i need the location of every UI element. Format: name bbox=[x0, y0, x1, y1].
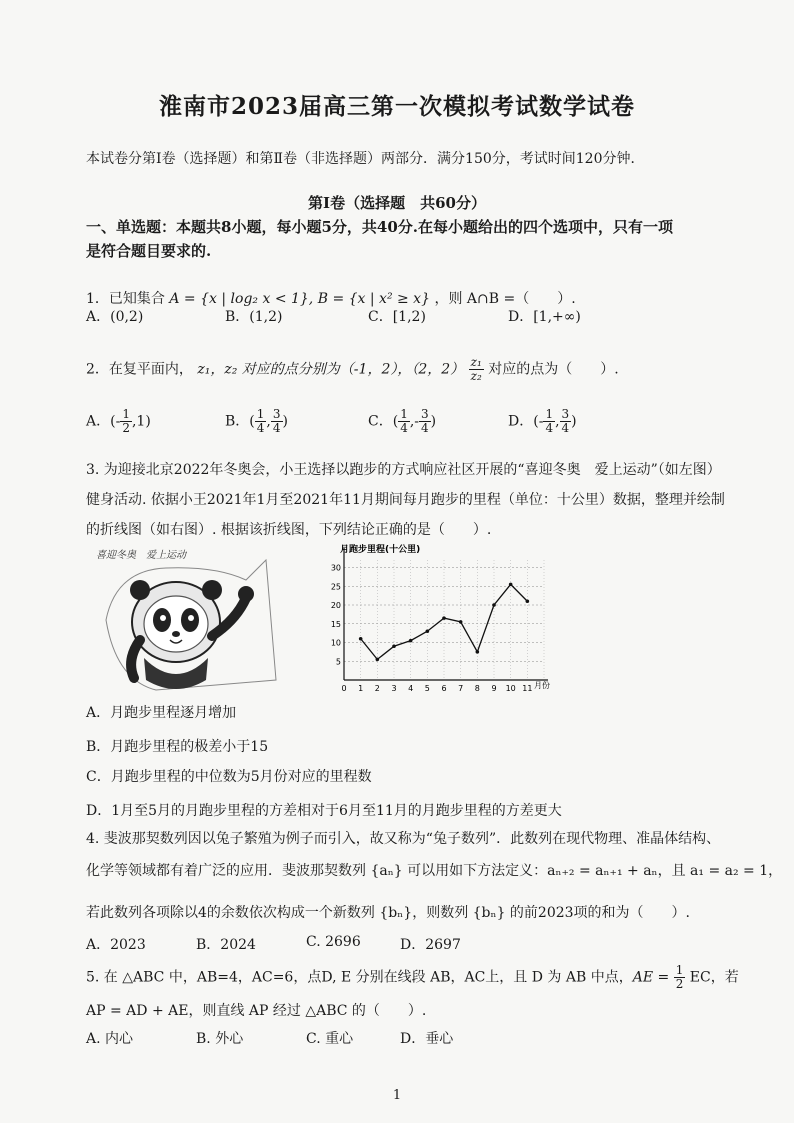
chart-series bbox=[359, 583, 529, 662]
q1-option-c: C．[1,2) bbox=[368, 309, 426, 325]
page-title: 淮南市2023届高三第一次模拟考试数学试卷 bbox=[158, 93, 635, 120]
q2-option-a-den: 2 bbox=[122, 421, 130, 435]
q1-option-a: A．(0,2) bbox=[86, 309, 144, 325]
chart-xtick-label: 8 bbox=[474, 684, 480, 693]
q2-option-d: D．(- $\frac{1}{4}$ , $\frac{3}{4}$ ) bbox=[508, 407, 577, 435]
q3-option-a: A．月跑步里程逐月增加 bbox=[86, 705, 237, 721]
chart-data-point bbox=[409, 639, 413, 643]
q4-line2: 化学等领域都有着广泛的应用．斐波那契数列 {aₙ} 可以用如下方法定义：aₙ₊₂ = aₙ₊₁ + aₙ，且 a₁ = a₂ = 1， bbox=[86, 863, 783, 879]
intro-text: 本试卷分第Ⅰ卷（选择题）和第Ⅱ卷（非选择题）两部分．满分150分，考试时间120分钟． bbox=[86, 151, 645, 167]
chart-xtick-label: 4 bbox=[408, 684, 414, 693]
q2-option-b-num1: 1 bbox=[256, 407, 265, 421]
mascot-icon bbox=[96, 540, 296, 700]
q2-option-d-num1: 1 bbox=[545, 407, 554, 421]
q2-option-a-num: 1 bbox=[122, 407, 130, 421]
q4-line3: 若此数列各项除以4的余数依次构成一个新数列 {bₙ}，则数列 {bₙ} 的前2023项的和为（ ）. bbox=[86, 905, 691, 921]
chart-xtick-label: 2 bbox=[374, 684, 380, 693]
q3-line2: 健身活动. 依据小王2021年1月至2021年11月期间每月跑步的里程（单位：十公里）数据，整理并绘制 bbox=[86, 492, 725, 508]
mascot-illustration bbox=[96, 540, 296, 700]
chart-data-point bbox=[526, 599, 530, 603]
q5-frac-den: 2 bbox=[675, 977, 684, 991]
q2-option-c-num1: 1 bbox=[400, 407, 408, 421]
q2-fraction-den: z₂ bbox=[470, 369, 482, 383]
chart-xtick-label: 10 bbox=[505, 684, 516, 693]
q3-option-c: C．月跑步里程的中位数为5月份对应的里程数 bbox=[86, 769, 372, 785]
chart-ylabel: 月跑步里程(十公里) bbox=[340, 545, 421, 555]
q5-option-a: A. 内心 bbox=[86, 1031, 134, 1047]
q1-stem-prefix: 1．已知集合 bbox=[86, 291, 165, 307]
q5-option-c: C. 重心 bbox=[306, 1031, 354, 1047]
q2-stem bbox=[86, 356, 619, 383]
page-number: 1 bbox=[392, 1088, 402, 1103]
q2-option-b: B．( $\frac{1}{4}$ , $\frac{3}{4}$ ) bbox=[225, 407, 288, 435]
q2-option-d-sign: - bbox=[538, 413, 544, 430]
chart-ytick-label: 30 bbox=[330, 563, 341, 573]
q4-option-a: A．2023 bbox=[86, 937, 146, 953]
chart-ytick-label: 10 bbox=[330, 638, 341, 648]
q5-option-b: B. 外心 bbox=[196, 1031, 244, 1047]
q2-option-c-label: C． bbox=[368, 413, 393, 430]
q2-option-b-label: B． bbox=[225, 413, 250, 430]
chart-xtick-label: 0 bbox=[341, 684, 347, 693]
q2-fraction bbox=[469, 356, 484, 383]
chart-grid bbox=[344, 560, 544, 680]
mileage-line-chart bbox=[318, 542, 554, 702]
q1-option-d: D．[1,+∞) bbox=[508, 309, 581, 325]
q2-option-b-den1: 4 bbox=[256, 421, 265, 435]
q3-line3: 的折线图（如右图）. 根据该折线图，下列结论正确的是（ ）. bbox=[86, 522, 492, 538]
q5-option-d: D．垂心 bbox=[400, 1031, 454, 1047]
q2-stem-suffix: 对应的点为（ ）. bbox=[488, 361, 619, 378]
q5-line1-a: 5. 在 △ABC 中，AB=4，AC=6，点D, E 分别在线段 AB，AC上，且 D 为 AB 中点， bbox=[86, 969, 633, 986]
chart-svg bbox=[318, 542, 554, 702]
chart-series-line bbox=[361, 584, 528, 659]
chart-data-point bbox=[509, 583, 513, 587]
chart-ytick-label: 5 bbox=[335, 657, 341, 667]
section-title: 第Ⅰ卷（选择题 共60分） bbox=[308, 194, 486, 212]
q2-stem-mid: z₁，z₂ 对应的点分别为（-1，2），（2，2） bbox=[197, 361, 465, 378]
q2-option-c-den1: 4 bbox=[400, 421, 408, 435]
chart-data-point bbox=[392, 644, 396, 648]
chart-xtick-label: 11 bbox=[522, 684, 533, 693]
q3-option-b: B．月跑步里程的极差小于15 bbox=[86, 739, 269, 755]
part1-heading-line2: 是符合题目要求的. bbox=[86, 242, 212, 260]
q2-option-c: C．( $\frac{1}{4}$ ,- $\frac{3}{4}$ ) bbox=[368, 407, 437, 435]
q4-option-d: D．2697 bbox=[400, 937, 461, 953]
chart-data-point bbox=[426, 629, 430, 633]
part1-heading-line1: 一、单选题：本题共8小题，每小题5分，共40分.在每小题给出的四个选项中，只有一项 bbox=[86, 218, 673, 236]
chart-xlabel: 月份 bbox=[534, 681, 550, 690]
q5-line1-b: AE = bbox=[632, 969, 674, 986]
chart-xtick-label: 5 bbox=[424, 684, 430, 693]
q2-option-a-sign: - bbox=[115, 413, 121, 430]
q1-option-b: B．(1,2) bbox=[225, 309, 283, 325]
q2-option-a-rest: ,1) bbox=[131, 413, 151, 430]
chart-data-point bbox=[376, 658, 380, 662]
q1-stem-suffix: ，则 A∩B =（ ）. bbox=[434, 291, 576, 307]
q4-option-b: B．2024 bbox=[196, 937, 256, 953]
q5-frac-num: 1 bbox=[675, 963, 684, 977]
image-caption: 喜迎冬奥 爱上运动 bbox=[96, 550, 186, 561]
q2-option-d-den1: 4 bbox=[545, 421, 554, 435]
q5-line2: AP = AD + AE，则直线 AP 经过 △ABC 的（ ）. bbox=[86, 1003, 427, 1019]
q2-option-a: A．(- $\frac{1}{2}$ ,1) bbox=[86, 407, 151, 435]
chart-data-point bbox=[359, 637, 363, 641]
chart-ytick-label: 20 bbox=[330, 601, 341, 610]
q2-option-a-label: A． bbox=[86, 413, 111, 430]
chart-data-point bbox=[459, 620, 463, 624]
q4-option-c: C. 2696 bbox=[306, 934, 361, 950]
chart-xtick-label: 7 bbox=[458, 684, 464, 693]
chart-ytick-label: 15 bbox=[330, 619, 341, 629]
q4-line1: 4. 斐波那契数列因以兔子繁殖为例子而引入，故又称为“兔子数列”．此数列在现代物理、准晶体结构、 bbox=[86, 831, 721, 847]
chart-xtick-label: 9 bbox=[491, 684, 497, 693]
chart-data-point bbox=[476, 650, 480, 654]
chart-xtick-label: 3 bbox=[391, 684, 397, 693]
q5-line1 bbox=[86, 964, 739, 991]
q2-fraction-num: z₁ bbox=[470, 355, 482, 369]
chart-xtick-label: 6 bbox=[441, 684, 447, 693]
chart-data-point bbox=[492, 603, 496, 607]
q3-option-d: D．1月至5月的月跑步里程的方差相对于6月至11月的月跑步里程的方差更大 bbox=[86, 803, 562, 819]
chart-xtick-label: 1 bbox=[358, 684, 364, 693]
chart-data-point bbox=[442, 616, 446, 620]
q3-line1: 3. 为迎接北京2022年冬奥会，小王选择以跑步的方式响应社区开展的“喜迎冬奥 爱上运动”（如左图） bbox=[86, 462, 721, 478]
q1-stem bbox=[86, 288, 576, 308]
q5-line1-c: EC，若 bbox=[685, 969, 739, 986]
chart-ytick-label: 25 bbox=[330, 582, 341, 592]
q1-stem-math: A = {x | log₂ x < 1}, B = {x | x² ≥ x} bbox=[169, 291, 430, 307]
q2-stem-prefix: 2．在复平面内， bbox=[86, 361, 193, 378]
q2-option-d-label: D． bbox=[508, 413, 534, 430]
